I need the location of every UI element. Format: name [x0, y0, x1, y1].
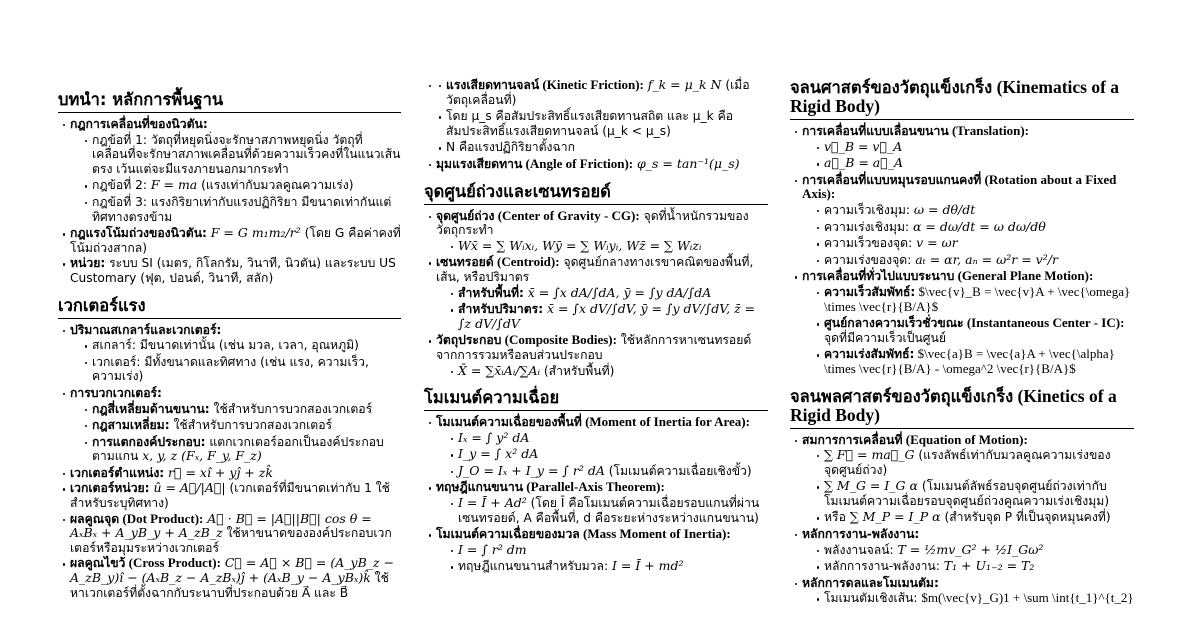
math-formula: x̄ = ∫x dV/∫dV, ȳ = ∫y dV/∫dV, z̄ = ∫z dV/∫dV	[458, 301, 756, 331]
item-text: (โดย G คือค่าคงที่โน้มถ่วงสากล)	[70, 226, 401, 255]
item-text: ใช้สำหรับการบวกสองเวกเตอร์	[209, 401, 373, 416]
list-item	[58, 556, 401, 600]
math-formula: α = dω/dt = ω dω/dθ	[912, 218, 1046, 234]
list-item	[424, 157, 768, 172]
item-text: ใช้หาเวกเตอร์ที่ตั้งฉากกับระนาบที่ประกอบด้วย A⃗ และ B⃗	[70, 571, 389, 600]
item-label: วัตถุประกอบ	[436, 333, 502, 348]
list-item	[446, 364, 768, 379]
item-label: กฎการเคลื่อนที่ของนิวตัน:	[70, 117, 208, 131]
math-formula: f_k = μ_k N	[647, 77, 722, 92]
item-text: ความเร็วของจุด:	[824, 236, 917, 251]
list-item	[812, 285, 1134, 314]
item-text: (สำหรับพื้นที่)	[540, 363, 615, 378]
item-text: (โมเมนต์ลัพธ์รอบจุดศูนย์ถ่วงเท่ากับโมเมนต์ความเฉื่อยรอบจุดศูนย์ถ่วงคูณความเร่งเชิงมุม)	[824, 479, 1110, 508]
raw-latex-text: $\vec{a}B = \vec{a}A + \vec{\alpha} \times \vec{r}{B/A} - \omega^2 \vec{r}{B/A}$	[824, 346, 1115, 376]
list-item	[58, 386, 401, 464]
list-item	[424, 527, 768, 574]
item-text: หรือ	[824, 510, 850, 525]
math-formula: a⃗_B = a⃗_A	[824, 155, 904, 171]
item-text: (แรงเท่ากับมวลคูณความเร่ง)	[197, 178, 354, 193]
math-formula: ∑ M_G = I_G α	[824, 478, 918, 494]
math-formula: I = Ī + Ad²	[458, 495, 527, 511]
math-formula: I = Ī + md²	[611, 558, 684, 574]
item-text: (เมื่อวัตถุเคลื่อนที่)	[446, 78, 750, 107]
list-item	[446, 431, 768, 446]
item-label: หน่วย:	[70, 256, 106, 271]
list-item	[80, 338, 401, 353]
section-kinematics-rigid-body	[790, 78, 1134, 377]
item-label: สำหรับพื้นที่:	[458, 285, 524, 300]
list-item	[80, 355, 401, 384]
item-label: การแตกองค์ประกอบ:	[92, 434, 206, 449]
item-label-en: (Centroid):	[493, 254, 560, 270]
math-formula: F = ma	[150, 177, 198, 193]
item-label-en: (Composite Bodies):	[501, 332, 617, 348]
item-label: ผลคูณจุด	[70, 511, 120, 526]
section-force-vectors	[58, 296, 401, 601]
math-formula: r⃗ = xî + yĵ + zk̂	[168, 464, 273, 480]
list-item	[80, 418, 401, 433]
list-item	[446, 496, 768, 525]
item-label: ปริมาณสเกลาร์และเวกเตอร์:	[70, 322, 222, 337]
item-label: สำหรับปริมาตร:	[458, 302, 544, 317]
list-item	[446, 559, 768, 574]
item-text: (โดย Ī คือโมเมนต์ความเฉื่อยรอบแกนที่ผ่านเซนทรอยด์, A คือพื้นที่, d คือระยะห่างระหว่างแกนขนาน)	[458, 496, 760, 525]
item-label-en: (Translation):	[948, 123, 1029, 138]
item-label: เวกเตอร์หน่วย:	[70, 481, 150, 496]
item-text: กฎข้อที่ 1: วัตถุที่หยุดนิ่งจะรักษาสภาพหยุดนิ่ง วัตถุที่เคลื่อนที่จะรักษาสภาพเคลื่อนที่ด้วยความเร็วคงที่ในแนวเส้นตรง เว้นแต่จะมีแรงภายนอกมากระทำ	[92, 132, 401, 176]
list-item	[434, 109, 768, 138]
item-text: (โมเมนต์ความเฉื่อยเชิงขั้ว)	[604, 463, 752, 478]
list-item	[58, 226, 401, 255]
item-label: การเคลื่อนที่แบบเลื่อนขนาน	[802, 124, 949, 138]
item-label: สมการการเคลื่อนที่	[802, 432, 903, 447]
math-formula: x, y, z (Fₓ, F_y, F_z)	[142, 448, 262, 464]
item-text: โดย μ_s คือสัมประสิทธิ์แรงเสียดทานสถิต และ μ_k คือสัมประสิทธิ์แรงเสียดทานจลน์ (μ_k < μ_s)	[446, 109, 734, 138]
math-formula: ∑ F⃗ = ma⃗_G	[824, 447, 915, 463]
list-item	[80, 435, 401, 464]
list-item	[446, 302, 768, 331]
list-item	[790, 433, 1134, 526]
list-item	[434, 140, 768, 155]
item-label: ผลคูณไขว้	[70, 556, 126, 571]
section-center-of-gravity	[424, 182, 768, 379]
math-formula: J_O = Iₓ + I_y = ∫ r² dA	[458, 462, 605, 478]
math-formula: I = ∫ r² dm	[458, 541, 527, 557]
item-label-en: (Parallel-Axis Theorem):	[523, 479, 665, 495]
math-formula: X̄ = ∑x̄ᵢAᵢ/∑Aᵢ	[458, 362, 541, 378]
list-item	[812, 253, 1134, 268]
item-text: (สำหรับจุด P ที่เป็นจุดหมุนคงที่)	[940, 510, 1111, 525]
list-item	[790, 269, 1134, 376]
math-formula: C⃗ = A⃗ × B⃗ = (A_yB_z − A_zB_y)î − (AₓB_z − A_zBₓ)ĵ + (AₓB_y − A_yBₓ)k̂	[70, 555, 395, 586]
item-text: ใช้หาขนาดขององค์ประกอบเวกเตอร์หรือมุมระหว่างเวกเตอร์	[70, 526, 392, 555]
item-label: เซนทรอยด์	[436, 255, 494, 270]
item-text: พลังงานจลน์:	[824, 542, 898, 557]
section-title-en: (Kinetics of a Rigid Body)	[790, 385, 1117, 425]
item-label: หลักการดลและโมเมนตัม:	[802, 575, 939, 590]
math-formula: x̄ = ∫x dA/∫dA, ȳ = ∫y dA/∫dA	[527, 284, 712, 300]
list-item	[812, 510, 1134, 525]
item-label-en: (Instantaneous Center - IC):	[963, 315, 1125, 331]
math-formula: T = ½mv_G² + ½I_Gω²	[897, 541, 1044, 557]
math-formula: F = G m₁m₂/r²	[210, 225, 301, 241]
item-label: การเคลื่อนที่แบบหมุนรอบแกนคงที่	[802, 172, 982, 187]
item-label: กฎสี่เหลี่ยมด้านขนาน:	[92, 401, 210, 416]
item-label: เวกเตอร์ตำแหน่ง:	[70, 465, 165, 480]
math-formula: Iₓ = ∫ y² dA	[458, 429, 530, 445]
item-text: (เวกเตอร์ที่มีขนาดเท่ากับ 1 ใช้สำหรับระบุทิศทาง)	[70, 481, 390, 511]
section-title	[790, 387, 1134, 429]
item-text: ระบบ SI (เมตร, กิโลกรัม, วินาที, นิวตัน) และระบบ US Customary (ฟุต, ปอนด์, วินาที, สลัก)	[70, 256, 396, 285]
list-item	[446, 239, 768, 254]
item-label-en: (Dot Product):	[119, 510, 204, 526]
list-item	[446, 447, 768, 462]
item-text: กฎข้อที่ 2:	[92, 178, 151, 193]
list-item	[424, 255, 768, 331]
section-title-th: จลนพลศาสตร์ของวัตถุแข็งเกร็ง	[790, 386, 1014, 406]
item-label-en: (Angle of Friction):	[522, 155, 634, 171]
list-item	[424, 209, 768, 254]
section-kinetics-rigid-body	[790, 387, 1134, 607]
math-formula: A⃗ · B⃗ = |A⃗||B⃗| cos θ = AₓBₓ + A_yB_y + A_zB_z	[70, 510, 372, 541]
item-text: โมเมนตัมเชิงเส้น:	[824, 591, 922, 606]
column-2	[424, 78, 768, 582]
list-item	[80, 133, 401, 177]
math-formula: v⃗_B = v⃗_A	[824, 138, 903, 154]
math-formula: ω = dθ/dt	[913, 201, 976, 217]
math-formula: I_y = ∫ x² dA	[458, 446, 539, 462]
item-text: สเกลาร์: มีขนาดเท่านั้น (เช่น มวล, เวลา, อุณหภูมิ)	[92, 338, 359, 353]
list-item	[80, 402, 401, 417]
math-formula: ∑ M_P = I_P α	[849, 509, 941, 525]
list-item	[434, 78, 768, 107]
item-text: เวกเตอร์: มีทั้งขนาดและทิศทาง (เช่น แรง, ความเร็ว, ความเร่ง)	[92, 354, 369, 384]
list-item	[790, 124, 1134, 171]
item-text: (แรงลัพธ์เท่ากับมวลคูณความเร่งของจุดศูนย์ถ่วง)	[824, 448, 1111, 477]
section-title: จุดศูนย์ถ่วงและเซนทรอยด์	[424, 182, 768, 205]
list-item	[812, 220, 1134, 235]
list-item	[812, 448, 1134, 477]
item-text: หลักการงาน-พลังงาน:	[824, 559, 944, 574]
section-title: เวกเตอร์แรง	[58, 296, 401, 319]
item-text: จุดศูนย์กลางทางเรขาคณิตของพื้นที่, เส้น, หรือปริมาตร	[436, 255, 754, 284]
item-label: ความเร็วสัมพัทธ์:	[824, 284, 916, 299]
list-item	[812, 559, 1134, 574]
item-text: N คือแรงปฏิกิริยาตั้งฉาก	[446, 140, 576, 155]
math-formula: T₁ + U₁₋₂ = T₂	[943, 558, 1035, 574]
list-item	[812, 140, 1134, 155]
list-item	[812, 591, 1134, 606]
list-item	[446, 286, 768, 301]
list-item	[424, 415, 768, 478]
item-text: ความเร่งของจุด:	[824, 252, 916, 267]
math-formula: φ_s = tan⁻¹(μ_s)	[637, 155, 740, 171]
list-item	[812, 156, 1134, 171]
list-item	[812, 316, 1134, 345]
item-label: กฎสามเหลี่ยม:	[92, 418, 170, 433]
list-item	[446, 543, 768, 558]
item-label-en: (Equation of Motion):	[902, 431, 1028, 447]
list-item	[812, 203, 1134, 218]
list-item	[80, 178, 401, 193]
list-item	[812, 543, 1134, 558]
item-text: กฎข้อที่ 3: แรงกิริยาเท่ากับแรงปฏิกิริยา มีขนาดเท่ากันแต่ทิศทางตรงข้าม	[92, 194, 392, 224]
item-label: ทฤษฎีแกนขนาน	[436, 480, 524, 495]
item-text: จุดที่มีความเร็วเป็นศูนย์	[824, 330, 946, 345]
math-formula: v = ωr	[916, 235, 958, 251]
item-label: จุดศูนย์ถ่วง	[436, 208, 495, 223]
list-item	[80, 195, 401, 224]
list-item	[58, 117, 401, 224]
list-item	[446, 464, 768, 479]
item-label: กฎแรงโน้มถ่วงของนิวตัน:	[70, 226, 207, 241]
item-label: การเคลื่อนที่ทั่วไปแบบระนาบ	[802, 269, 955, 284]
column-1	[58, 90, 401, 608]
list-item	[58, 256, 401, 285]
section-title-th: จลนศาสตร์ของวัตถุแข็งเกร็ง	[790, 78, 993, 97]
list-item	[812, 236, 1134, 251]
section-title-en: (Kinematics of a Rigid Body)	[790, 77, 1120, 116]
list-item	[424, 480, 768, 525]
list-item	[58, 323, 401, 384]
item-text: จุดที่น้ำหนักรวมของวัตถุกระทำ	[436, 208, 749, 238]
math-formula: Wx̄ = ∑ Wᵢxᵢ, Wȳ = ∑ Wᵢyᵢ, Wz̄ = ∑ Wᵢzᵢ	[458, 237, 702, 253]
item-label-en: (Rotation about a Fixed Axis):	[802, 171, 1117, 202]
item-label-en: (Mass Moment of Inertia):	[579, 526, 731, 542]
item-label-en: (General Plane Motion):	[954, 268, 1094, 284]
item-label: หลักการงาน-พลังงาน:	[802, 527, 920, 542]
item-label: ความเร่งสัมพัทธ์:	[824, 347, 915, 362]
section-title	[790, 78, 1134, 120]
item-text: ความเร็วเชิงมุม:	[824, 202, 914, 217]
section-title: บทนำ: หลักการพื้นฐาน	[58, 90, 401, 113]
item-label: มุมแรงเสียดทาน	[436, 156, 523, 171]
section-moment-of-inertia	[424, 388, 768, 574]
item-text: ใช้หลักการหาเซนทรอยด์จากการรวมหรือลบส่วนประกอบ	[436, 333, 752, 362]
math-formula: aₜ = αr, aₙ = ω²r = v²/r	[915, 251, 1058, 267]
list-item	[790, 173, 1134, 268]
raw-latex-text: $m(\vec{v}_G)1 + \sum \int{t_1}^{t_2}	[921, 590, 1134, 606]
item-text: ทฤษฎีแกนขนานสำหรับมวล:	[458, 559, 612, 574]
item-text: แตกเวกเตอร์ออกเป็นองค์ประกอบตามแกน	[92, 434, 384, 464]
item-text: ใช้สำหรับการบวกสองเวกเตอร์	[169, 418, 333, 433]
section-friction-continued	[424, 78, 768, 172]
section-title: โมเมนต์ความเฉื่อย	[424, 388, 768, 411]
column-3	[790, 78, 1134, 614]
section-intro	[58, 90, 401, 286]
list-item	[790, 576, 1134, 606]
list-item	[812, 479, 1134, 508]
item-label: โมเมนต์ความเฉื่อยของพื้นที่	[436, 415, 582, 430]
item-label-en: (Center of Gravity - CG):	[494, 207, 640, 223]
list-item	[58, 512, 401, 556]
item-label: แรงเสียดทานจลน์	[446, 78, 540, 92]
list-item	[812, 347, 1134, 376]
item-label: ศูนย์กลางความเร็วชั่วขณะ	[824, 316, 964, 331]
list-item	[790, 527, 1134, 574]
list-item	[424, 78, 768, 155]
item-label-en: (Kinetic Friction):	[539, 77, 644, 92]
item-text: ความเร่งเชิงมุม:	[824, 219, 913, 234]
raw-latex-text: $\vec{v}_B = \vec{v}A + \vec{\omega} \times \vec{r}{B/A}$	[824, 283, 1131, 314]
item-label: การบวกเวกเตอร์:	[70, 385, 162, 400]
item-label-en: (Moment of Inertia for Area):	[581, 414, 750, 430]
list-item	[424, 333, 768, 378]
item-label: โมเมนต์ความเฉื่อยของมวล	[436, 527, 580, 542]
math-formula: û = A⃗/|A⃗|	[153, 480, 226, 496]
list-item	[58, 481, 401, 510]
item-label-en: (Cross Product):	[125, 555, 221, 571]
list-item	[58, 466, 401, 481]
